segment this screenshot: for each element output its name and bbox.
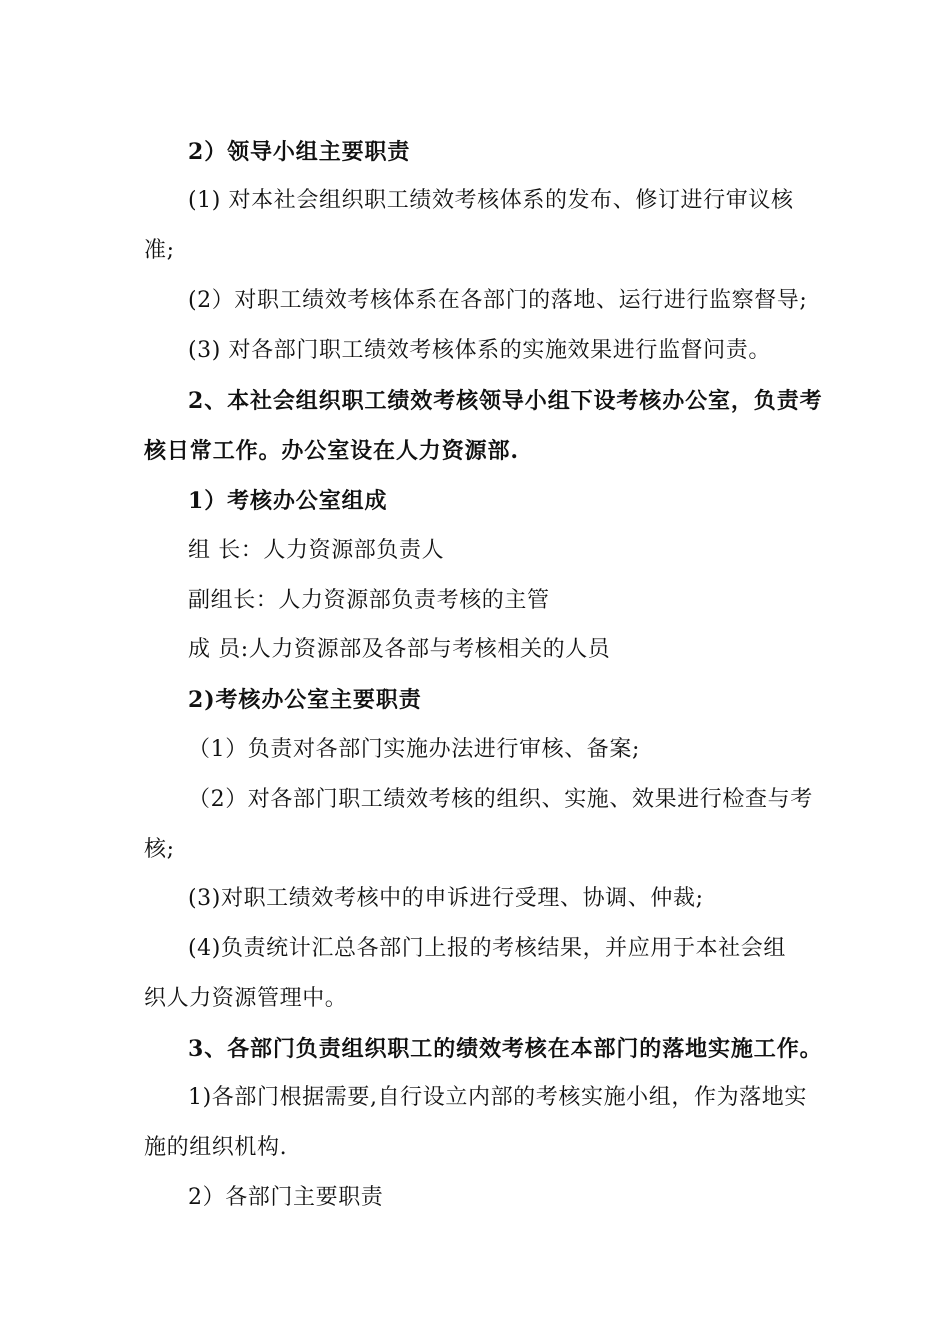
paragraph-line: 施的组织机构.: [144, 1135, 288, 1160]
paragraph-line: 1)各部门根据需要,自行设立内部的考核实施小组，作为落地实: [188, 1085, 807, 1110]
heading-leadership-duties: 2）领导小组主要职责: [188, 139, 411, 165]
paragraph-line: (3)对职工绩效考核中的申诉进行受理、协调、仲裁;: [188, 886, 704, 911]
subheading-department-duties: 2）各部门主要职责: [188, 1185, 384, 1210]
heading-section-3: 3、各部门负责组织职工的绩效考核在本部门的落地实施工作。: [188, 1036, 823, 1062]
paragraph-line: (4)负责统计汇总各部门上报的考核结果，并应用于本社会组: [188, 936, 786, 961]
heading-office-composition: 1）考核办公室组成: [188, 488, 388, 514]
heading-section-2: 2、本社会组织职工绩效考核领导小组下设考核办公室，负责考: [188, 388, 823, 414]
paragraph-line: 准;: [144, 238, 175, 263]
paragraph-line: 织人力资源管理中。: [144, 986, 348, 1011]
paragraph-line: (3) 对各部门职工绩效考核体系的实施效果进行监督问责。: [188, 338, 771, 363]
paragraph-line: 核;: [144, 837, 175, 862]
office-leader-line: 组 长：人力资源部负责人: [188, 538, 445, 563]
paragraph-line: (1) 对本社会组织职工绩效考核体系的发布、修订进行审议核: [188, 188, 794, 213]
office-deputy-line: 副组长：人力资源部负责考核的主管: [188, 588, 550, 613]
paragraph-line: （1）负责对各部门实施办法进行审核、备案;: [188, 737, 641, 762]
office-members-line: 成 员:人力资源部及各部与考核相关的人员: [188, 637, 611, 662]
paragraph-line: （2）对各部门职工绩效考核的组织、实施、效果进行检查与考: [188, 787, 813, 812]
heading-office-duties: 2)考核办公室主要职责: [188, 687, 422, 713]
paragraph-line: (2）对职工绩效考核体系在各部门的落地、运行进行监察督导;: [188, 288, 808, 313]
heading-section-2-continued: 核日常工作。办公室设在人力资源部.: [144, 438, 519, 464]
